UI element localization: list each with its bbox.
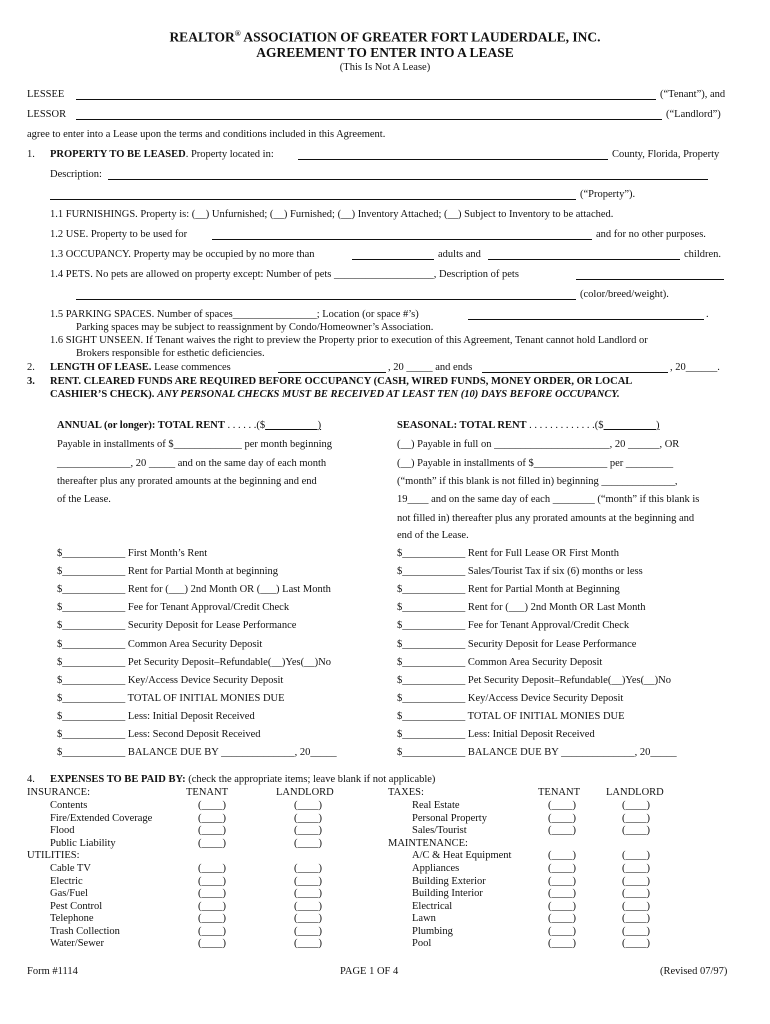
tenant-check[interactable]: (____) <box>548 926 576 937</box>
tenant-check[interactable]: (____) <box>198 938 226 949</box>
utilities-label: UTILITIES: <box>27 850 80 861</box>
tenant-check[interactable]: (____) <box>548 901 576 912</box>
lessee-suffix: (“Tenant”), and <box>660 89 726 100</box>
seasonal-item: $____________ Rent for (___) 2nd Month OR Last Month <box>397 602 646 613</box>
seasonal-line: (__) Payable in installments of $______________ per _________ <box>397 458 674 469</box>
left-landlord-header: LANDLORD <box>276 787 334 798</box>
lessee-label: LESSEE <box>27 89 65 100</box>
tenant-check[interactable]: (____) <box>548 850 576 861</box>
parking-note: Parking spaces may be subject to reassignment by Condo/Homeowner’s Association. <box>76 322 434 333</box>
tenant-check[interactable]: (____) <box>548 863 576 874</box>
landlord-check[interactable]: (____) <box>622 876 650 887</box>
tenant-check[interactable]: (____) <box>198 901 226 912</box>
seasonal-item: $____________ Common Area Security Deposit <box>397 657 603 668</box>
property-suffix: (“Property”). <box>580 189 636 200</box>
landlord-check[interactable]: (____) <box>294 913 322 924</box>
annual-line: thereafter plus any prorated amounts at the beginning and end <box>57 476 317 487</box>
expense-real-estate: Real Estate <box>412 800 460 811</box>
annual-item: $____________ TOTAL OF INITIAL MONIES DUE <box>57 693 285 704</box>
seasonal-item: $____________ TOTAL OF INITIAL MONIES DUE <box>397 711 625 722</box>
lease-end-text: , 20 _____ and ends <box>388 362 473 373</box>
expense-building-exterior: Building Exterior <box>412 876 486 887</box>
county-suffix: County, Florida, Property <box>612 149 720 160</box>
right-tenant-header: TENANT <box>538 787 580 798</box>
tenant-check[interactable]: (____) <box>548 938 576 949</box>
sight-unseen-continued: Brokers responsible for esthetic deficiencies. <box>76 348 265 359</box>
landlord-check[interactable]: (____) <box>622 863 650 874</box>
seasonal-item: $____________ Sales/Tourist Tax if six (6) months or less <box>397 566 643 577</box>
annual-item: $____________ Key/Access Device Security Deposit <box>57 675 284 686</box>
description-field-2[interactable] <box>50 199 576 200</box>
tenant-check[interactable]: (____) <box>198 825 226 836</box>
landlord-check[interactable]: (____) <box>622 913 650 924</box>
section-1-number: 1. <box>27 149 35 160</box>
left-tenant-header: TENANT <box>186 787 228 798</box>
lessor-field[interactable] <box>76 119 662 120</box>
expense-sales-tourist: Sales/Tourist <box>412 825 467 836</box>
expenses-heading: EXPENSES TO BE PAID BY: (check the appropriate items; leave blank if not applicable) <box>50 774 436 785</box>
seasonal-item: $____________ Rent for Partial Month at Beginning <box>397 584 620 595</box>
expense-contents: Contents <box>50 800 88 811</box>
section-1-heading: PROPERTY TO BE LEASED. Property located in: <box>50 149 274 160</box>
tenant-check[interactable]: (____) <box>198 838 226 849</box>
lessor-label: LESSOR <box>27 109 67 120</box>
expense-personal-property: Personal Property <box>412 813 487 824</box>
landlord-check[interactable]: (____) <box>294 838 322 849</box>
annual-item: $____________ BALANCE DUE BY ______________, 20_____ <box>57 747 337 758</box>
seasonal-line: end of the Lease. <box>397 530 469 541</box>
description-field-1[interactable] <box>108 179 708 180</box>
expense-lawn: Lawn <box>412 913 436 924</box>
expense-flood: Flood <box>50 825 75 836</box>
sight-unseen-clause: 1.6 SIGHT UNSEEN. If Tenant waives the right to preview the Property prior to execution of this Agreement, Tenant cannot hold Landlord or <box>50 335 648 346</box>
landlord-check[interactable]: (____) <box>622 813 650 824</box>
annual-item: $____________ Rent for Partial Month at beginning <box>57 566 279 577</box>
annual-line: ______________, 20 _____ and on the same day of each month <box>57 458 327 469</box>
tenant-check[interactable]: (____) <box>198 913 226 924</box>
tenant-check[interactable]: (____) <box>548 813 576 824</box>
tenant-check[interactable]: (____) <box>548 913 576 924</box>
pets-clause: 1.4 PETS. No pets are allowed on property except: Number of pets ___________________, Description of pets <box>50 269 519 280</box>
tenant-check[interactable]: (____) <box>198 926 226 937</box>
pets-description-field[interactable] <box>576 279 724 280</box>
landlord-check[interactable]: (____) <box>622 938 650 949</box>
agreement-title: AGREEMENT TO ENTER INTO A LEASE <box>256 45 514 60</box>
pets-suffix: (color/breed/weight). <box>580 289 669 300</box>
insurance-label: INSURANCE: <box>27 787 91 798</box>
expense-electrical: Electrical <box>412 901 453 912</box>
expense-cable-tv: Cable TV <box>50 863 91 874</box>
seasonal-item: $____________ Security Deposit for Lease Performance <box>397 639 637 650</box>
seasonal-item: $____________ Pet Security Deposit–Refundable(__)Yes(__)No <box>397 675 671 686</box>
parking-period: . <box>706 309 709 320</box>
section-3-number: 3. <box>27 376 35 387</box>
not-a-lease-note: (This Is Not A Lease) <box>339 62 431 73</box>
expense-ac-heat: A/C & Heat Equipment <box>412 850 512 861</box>
tenant-check[interactable]: (____) <box>198 863 226 874</box>
occupancy-adults: adults and <box>438 249 481 260</box>
seasonal-item: $____________ Key/Access Device Security Deposit <box>397 693 624 704</box>
landlord-check[interactable]: (____) <box>622 850 650 861</box>
expense-telephone: Telephone <box>50 913 94 924</box>
tenant-check[interactable]: (____) <box>548 876 576 887</box>
use-field[interactable] <box>212 239 592 240</box>
expense-water-sewer: Water/Sewer <box>50 938 104 949</box>
furnishings-clause: 1.1 FURNISHINGS. Property is: (__) Unfurnished; (__) Furnished; (__) Inventory Attached; (__) Subject to Inventory to be attached. <box>50 209 614 220</box>
expense-building-interior: Building Interior <box>412 888 483 899</box>
landlord-check[interactable]: (____) <box>622 800 650 811</box>
landlord-check[interactable]: (____) <box>294 888 322 899</box>
expense-public-liability: Public Liability <box>50 838 116 849</box>
lessee-field[interactable] <box>76 99 656 100</box>
tenant-check[interactable]: (____) <box>548 800 576 811</box>
landlord-check[interactable]: (____) <box>294 825 322 836</box>
lease-end-field[interactable] <box>482 372 668 373</box>
landlord-check[interactable]: (____) <box>294 876 322 887</box>
annual-item: $____________ First Month’s Rent <box>57 548 208 559</box>
annual-item: $____________ Pet Security Deposit–Refundable(__)Yes(__)No <box>57 657 331 668</box>
landlord-check[interactable]: (____) <box>294 926 322 937</box>
expense-appliances: Appliances <box>412 863 460 874</box>
annual-item: $____________ Rent for (___) 2nd Month OR (___) Last Month <box>57 584 331 595</box>
expense-fire-coverage: Fire/Extended Coverage <box>50 813 153 824</box>
lessor-suffix: (“Landlord”) <box>666 109 721 120</box>
taxes-label: TAXES: <box>388 787 424 798</box>
annual-item: $____________ Less: Initial Deposit Received <box>57 711 255 722</box>
annual-heading: ANNUAL (or longer): TOTAL RENT . . . . . .($ ) <box>57 420 322 431</box>
agree-statement: agree to enter into a Lease upon the terms and conditions included in this Agreement. <box>27 129 386 140</box>
adults-field[interactable] <box>352 259 434 260</box>
property-location-field[interactable] <box>298 159 608 160</box>
landlord-check[interactable]: (____) <box>294 800 322 811</box>
seasonal-line: 19____ and on the same day of each ________ (“month” if this blank is <box>397 494 700 505</box>
children-field[interactable] <box>488 259 680 260</box>
expense-electric: Electric <box>50 876 83 887</box>
occupancy-clause: 1.3 OCCUPANCY. Property may be occupied by no more than <box>50 249 315 260</box>
page-number: PAGE 1 OF 4 <box>340 966 399 977</box>
annual-line: of the Lease. <box>57 494 111 505</box>
landlord-check[interactable]: (____) <box>622 926 650 937</box>
right-landlord-header: LANDLORD <box>606 787 664 798</box>
rent-heading-continued: CASHIER’S CHECK). ANY PERSONAL CHECKS MUST BE RECEIVED AT LEAST TEN (10) DAYS BEFORE OCCUPANCY. <box>50 389 620 400</box>
lease-end-year: , 20______. <box>670 362 720 373</box>
expense-pool: Pool <box>412 938 432 949</box>
section-2-heading: LENGTH OF LEASE. Lease commences <box>50 362 231 373</box>
use-suffix: and for no other purposes. <box>596 229 706 240</box>
expense-pest-control: Pest Control <box>50 901 103 912</box>
annual-item: $____________ Security Deposit for Lease Performance <box>57 620 297 631</box>
rent-heading: RENT. CLEARED FUNDS ARE REQUIRED BEFORE OCCUPANCY (CASH, WIRED FUNDS, MONEY ORDER, OR LOCAL <box>50 376 633 387</box>
annual-item: $____________ Less: Second Deposit Received <box>57 729 261 740</box>
maintenance-label: MAINTENANCE: <box>388 838 468 849</box>
landlord-check[interactable]: (____) <box>622 888 650 899</box>
landlord-check[interactable]: (____) <box>294 901 322 912</box>
expense-trash-collection: Trash Collection <box>50 926 120 937</box>
landlord-check[interactable]: (____) <box>294 813 322 824</box>
seasonal-line: (__) Payable in full on ______________________, 20 ______, OR <box>397 439 680 450</box>
use-clause: 1.2 USE. Property to be used for <box>50 229 188 240</box>
seasonal-item: $____________ Less: Initial Deposit Received <box>397 729 595 740</box>
seasonal-line: (“month” if this blank is not filled in) beginning ______________, <box>397 476 678 487</box>
expense-plumbing: Plumbing <box>412 926 453 937</box>
seasonal-item: $____________ Rent for Full Lease OR First Month <box>397 548 619 559</box>
parking-location-field[interactable] <box>468 319 704 320</box>
tenant-check[interactable]: (____) <box>198 813 226 824</box>
section-2-number: 2. <box>27 362 35 373</box>
expense-gas-fuel: Gas/Fuel <box>50 888 88 899</box>
annual-item: $____________ Fee for Tenant Approval/Credit Check <box>57 602 290 613</box>
landlord-check[interactable]: (____) <box>622 825 650 836</box>
seasonal-item: $____________ Fee for Tenant Approval/Credit Check <box>397 620 630 631</box>
tenant-check[interactable]: (____) <box>198 888 226 899</box>
description-label: Description: <box>50 169 102 180</box>
landlord-check[interactable]: (____) <box>622 901 650 912</box>
annual-item: $____________ Common Area Security Deposit <box>57 639 263 650</box>
landlord-check[interactable]: (____) <box>294 863 322 874</box>
occupancy-children: children. <box>684 249 722 260</box>
seasonal-line: not filled in) thereafter plus any prorated amounts at the beginning and <box>397 513 695 524</box>
tenant-check[interactable]: (____) <box>198 800 226 811</box>
landlord-check[interactable]: (____) <box>294 938 322 949</box>
tenant-check[interactable]: (____) <box>198 876 226 887</box>
lease-start-field[interactable] <box>278 372 386 373</box>
annual-line: Payable in installments of $_____________ per month beginning <box>57 439 333 450</box>
parking-clause: 1.5 PARKING SPACES. Number of spaces________________; Location (or space #’s) <box>50 309 419 320</box>
tenant-check[interactable]: (____) <box>548 825 576 836</box>
pets-detail-field[interactable] <box>76 299 576 300</box>
section-4-number: 4. <box>27 774 35 785</box>
seasonal-heading: SEASONAL: TOTAL RENT . . . . . . . . . . . . .($ ) <box>397 420 660 431</box>
seasonal-item: $____________ BALANCE DUE BY ______________, 20_____ <box>397 747 677 758</box>
tenant-check[interactable]: (____) <box>548 888 576 899</box>
association-title: REALTOR® ASSOCIATION OF GREATER FORT LAUDERDALE, INC. <box>169 29 601 45</box>
revision-date: (Revised 07/97) <box>660 966 728 977</box>
form-number: Form #1114 <box>27 966 78 977</box>
